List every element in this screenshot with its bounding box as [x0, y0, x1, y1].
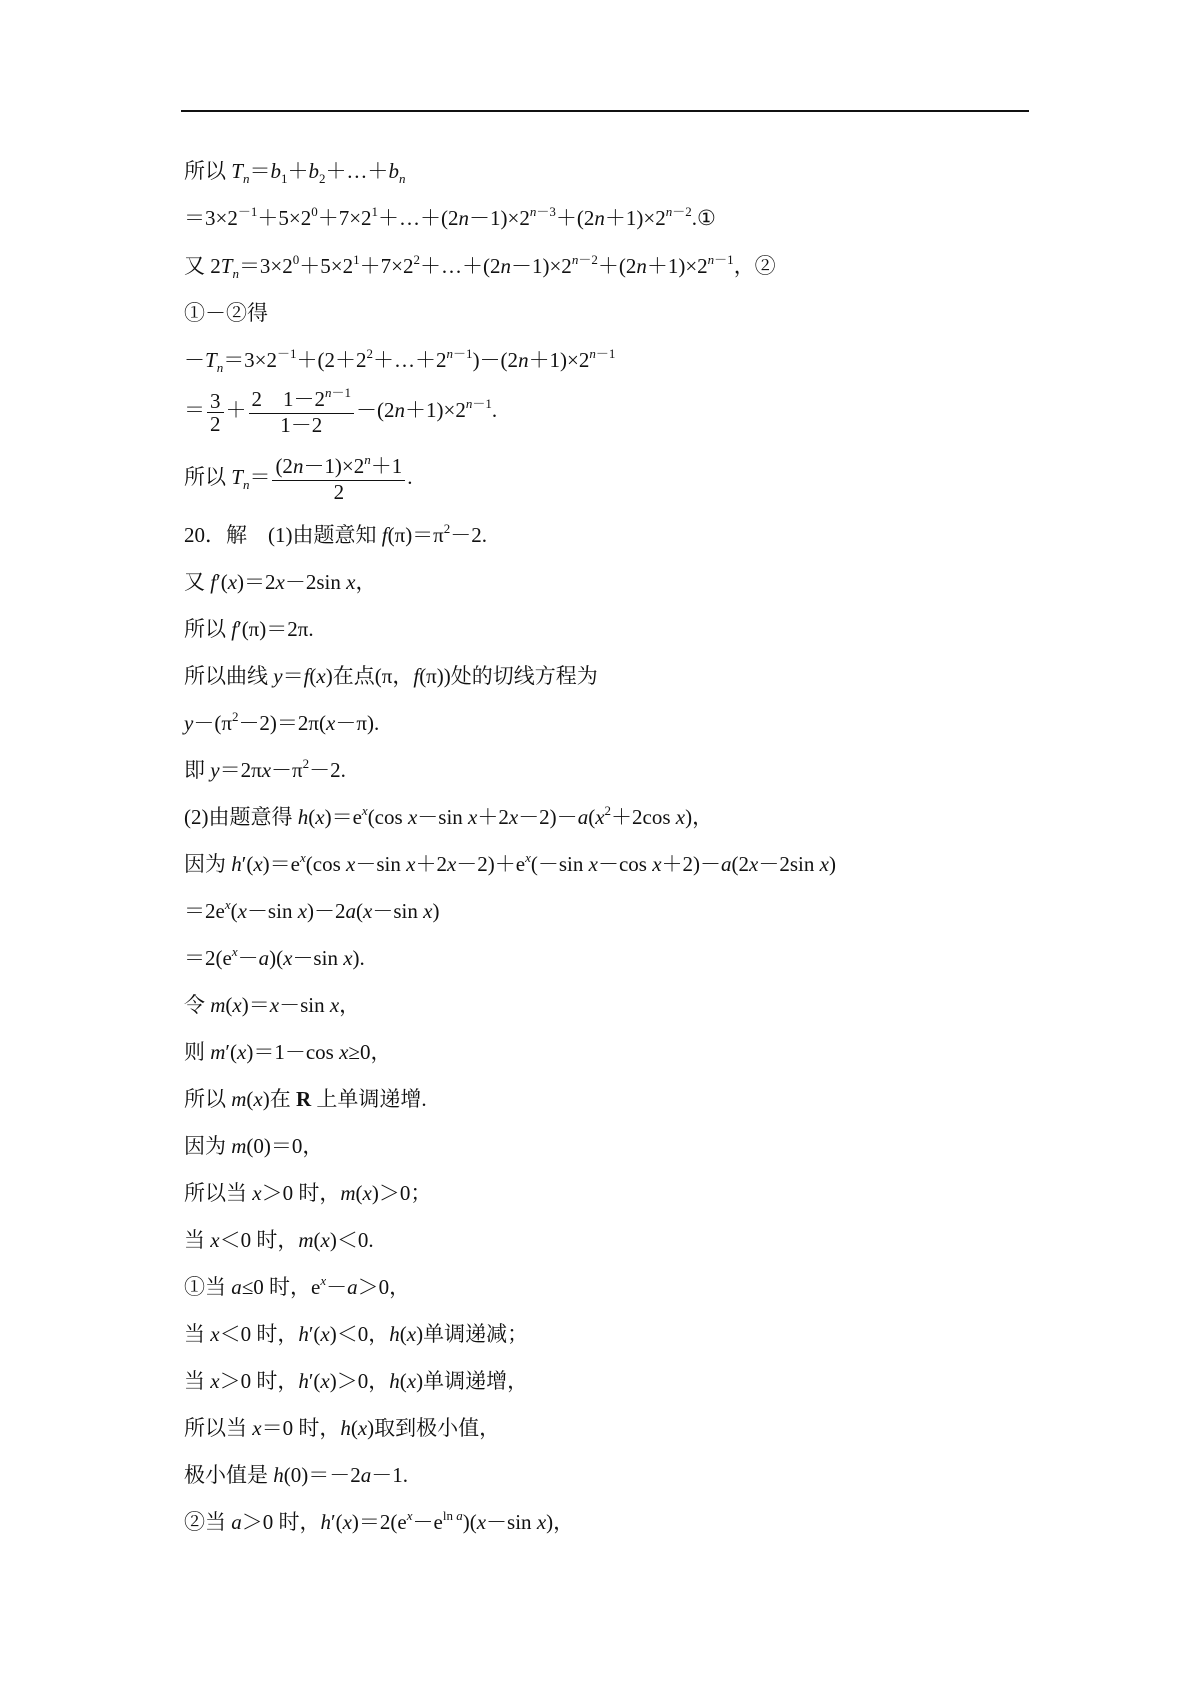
text-line-22: 所以当 x＞0 时，m(x)＞0；	[184, 1181, 432, 1205]
text-line-27: 所以当 x＝0 时，h(x)取到极小值，	[184, 1416, 501, 1440]
text-line-6: ＝ $\frac{3}{2}$ ＋ $\frac{2 1-2^{n-1}}{1-2}$ $-(2n+1)\times 2^{n-1}$.	[184, 385, 498, 437]
text-line-3: 又 $2T_n=3\times 2^0+5\times 2^1+7\times 2^2+\dots+(2n-1)\times 2^{n-2}+(2n+1)\times 2^{n-1}$，②	[184, 252, 776, 281]
text-line-15: 因为 $h'(x)=e^x(\cos$ x－sin $x+2x-2)+e^x(-\sin$ x－cos x＋2)－a(2x－2sin x)	[184, 850, 836, 876]
text-line-24: ①当 a≤0 时，$e^x-a>0$，	[184, 1273, 411, 1299]
text-line-29: ②当 a＞0 时，$h'(x)=2(e^x-e^{ln a})(x-\sin$ x)，	[184, 1508, 575, 1534]
text-line-11: 所以曲线 y＝f(x)在点(π，f(π))处的切线方程为	[184, 664, 598, 688]
text-line-10: 所以 f′(π)＝2π.	[184, 617, 314, 641]
header-rule	[181, 110, 1029, 112]
text-line-26: 当 x＞0 时，h′(x)＞0，h(x)单调递增，	[184, 1369, 529, 1393]
text-line-9: 又 f′(x)＝2x－2sin x，	[184, 570, 377, 594]
text-line-25: 当 x＜0 时，h′(x)＜0，h(x)单调递减；	[184, 1322, 529, 1346]
text-line-28: 极小值是 h(0)＝－2a－1.	[184, 1463, 408, 1487]
text-line-8: 20．解 (1)由题意知 $f(\pi)=\pi^2-2$.	[184, 521, 488, 547]
text-line-7: 所以 $T_n=$ $\frac{(2n-1)\times 2^n+1}{2}$ .	[184, 452, 413, 504]
text-line-18: 令 m(x)＝x－sin x，	[184, 993, 361, 1017]
text-line-17: $=2(e^x-a)(x-\sin$ x).	[184, 944, 365, 970]
text-line-1: 所以 $T_n=b_1+b_2+\dots+b_n$	[184, 159, 406, 186]
fraction-tn-result: $\frac{(2n-1)\times 2^n+1}{2}$	[272, 455, 405, 503]
text-line-4: ①－②得	[184, 301, 268, 325]
fraction-geometric-sum: $\frac{2 1-2^{n-1}}{1-2}$	[249, 388, 355, 436]
text-line-16: $=2e^x(x-\sin$ x)－2a(x－sin x)	[184, 897, 440, 923]
text-line-19: 则 m′(x)＝1－cos x≥0，	[184, 1040, 392, 1064]
text-line-13: 即 $y=2\pi x-\pi^2-2$.	[184, 756, 346, 782]
text-line-21: 因为 m(0)＝0，	[184, 1134, 324, 1158]
text-line-20: 所以 m(x)在 R 上单调递增.	[184, 1087, 427, 1111]
text-line-12: $y-(\pi^2-2)=2\pi(x-\pi)$.	[184, 709, 380, 735]
text-line-2: $=3\times 2^{-1}+5\times 2^0+7\times 2^1+\dots+(2n-1)\times 2^{n-3}+(2n+1)\times 2^{n-2}.①$	[184, 204, 716, 230]
fraction-3-over-2: $\frac{3}{2}$	[207, 390, 224, 435]
text-line-5: $-T_n=3\times 2^{-1}+(2+2^2+\dots+2^{n-1})-(2n+1)\times 2^{n-1}$	[184, 346, 616, 375]
text-line-23: 当 x＜0 时，m(x)＜0.	[184, 1228, 374, 1252]
text-line-14: (2)由题意得 $h(x)=e^x(\cos$ x－sin $x+2x-2)-a(x^2+2\cos$ x)，	[184, 803, 714, 829]
